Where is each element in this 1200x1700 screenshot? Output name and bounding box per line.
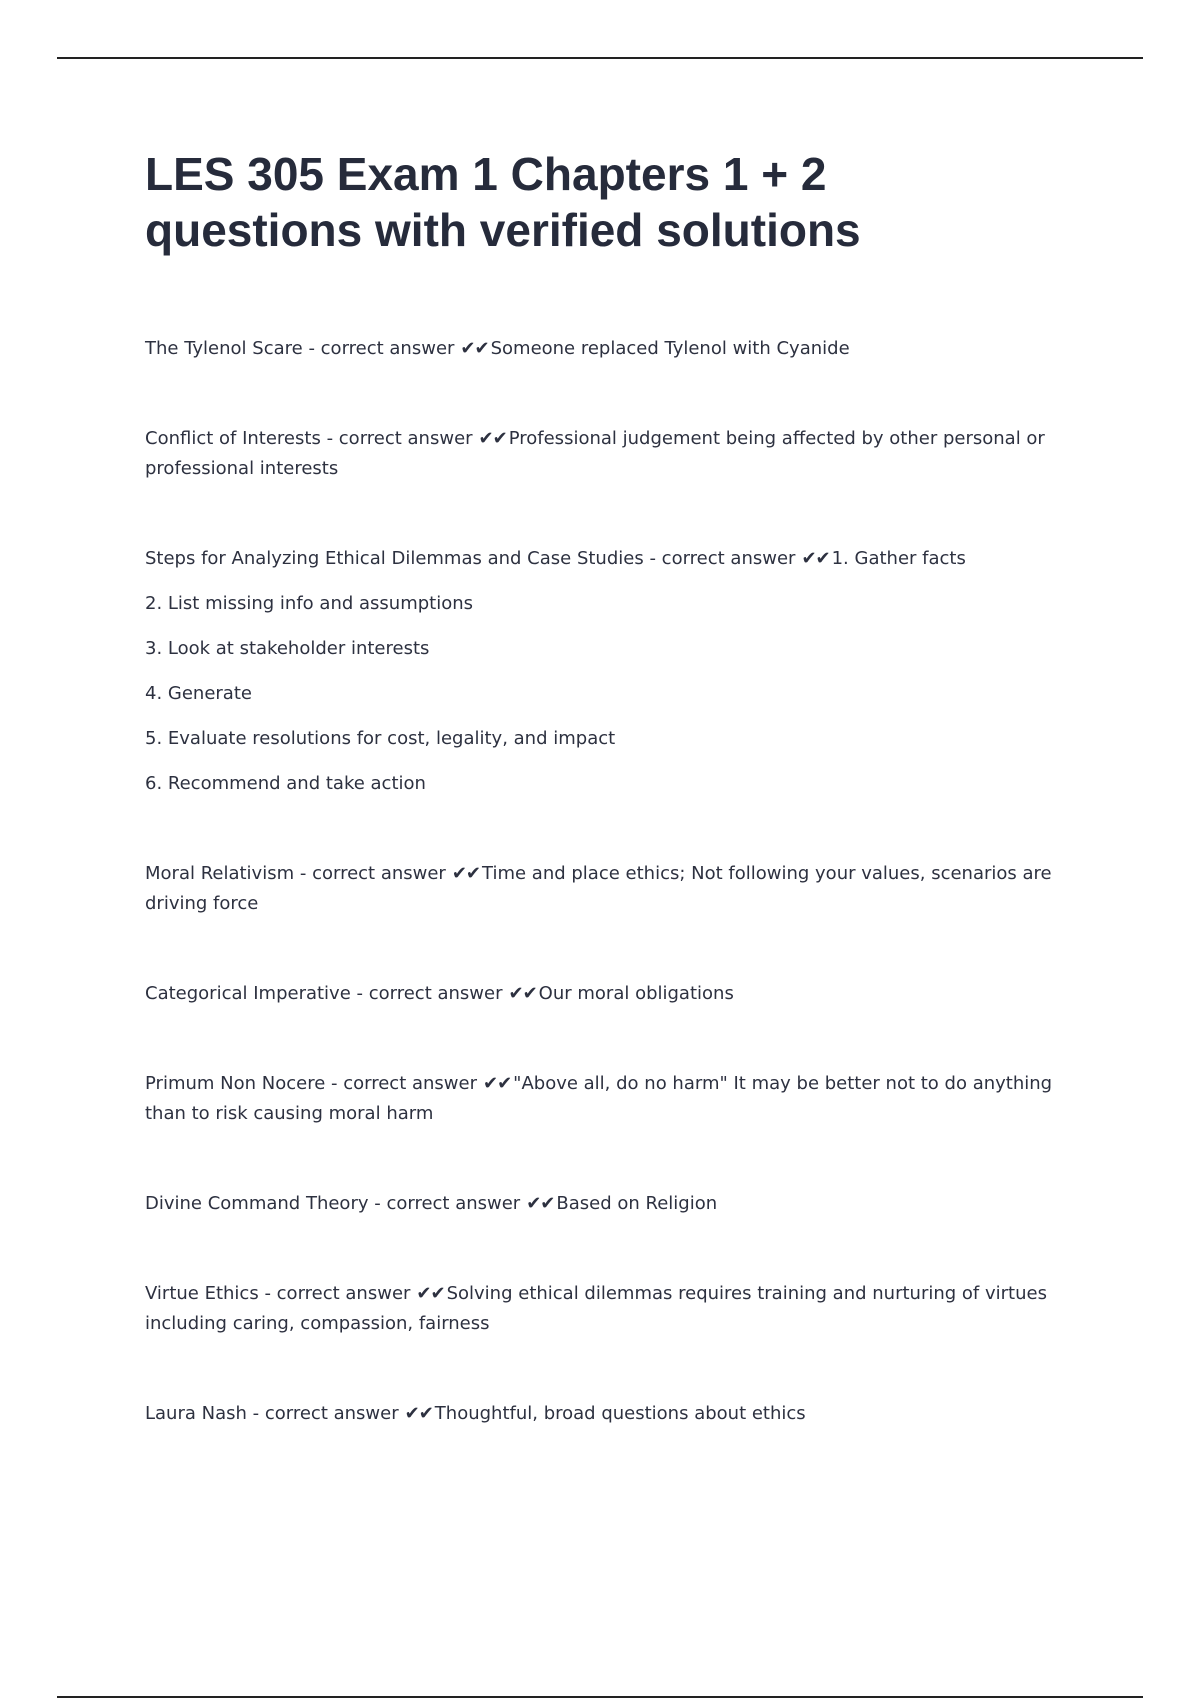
entry-term: Primum Non Nocere — [145, 1073, 326, 1094]
entry-answer: "Above all, do no harm" It may be better not to do anything than to risk causing moral harm — [145, 1073, 1053, 1124]
entry-term: Steps for Analyzing Ethical Dilemmas and Case Studies — [145, 548, 644, 569]
answer-marker: - correct answer — [264, 1283, 411, 1304]
entry-term: The Tylenol Scare — [145, 338, 303, 359]
qa-entry — [145, 1399, 1065, 1429]
page-title — [145, 146, 1095, 258]
step-item: 4. Generate — [145, 683, 252, 704]
qa-entry — [145, 1069, 1065, 1129]
entry-term: Laura Nash — [145, 1403, 247, 1424]
entry-answer: Time and place ethics; Not following your values, scenarios are driving force — [145, 863, 1052, 914]
step-item: 3. Look at stakeholder interests — [145, 638, 430, 659]
entry-term: Conflict of Interests — [145, 428, 321, 449]
top-rule — [57, 57, 1143, 59]
check-icon: ✔✔ — [801, 548, 830, 569]
answer-marker: - correct answer — [374, 1193, 521, 1214]
check-icon: ✔✔ — [416, 1283, 445, 1304]
title-line-2: questions with verified solutions — [145, 204, 861, 256]
check-icon: ✔✔ — [460, 338, 489, 359]
check-icon: ✔✔ — [451, 863, 481, 884]
answer-marker: - correct answer — [649, 548, 796, 569]
entry-term: Virtue Ethics — [145, 1283, 259, 1304]
qa-entry — [145, 1189, 1065, 1219]
entry-answer: 1. Gather facts — [831, 548, 966, 569]
check-icon: ✔✔ — [483, 1073, 512, 1094]
steps-list — [145, 589, 1065, 799]
answer-marker: - correct answer — [331, 1073, 477, 1094]
qa-list — [145, 334, 1065, 1489]
check-icon: ✔✔ — [526, 1193, 555, 1214]
entry-term: Divine Command Theory — [145, 1193, 369, 1214]
answer-marker: - correct answer — [356, 983, 503, 1004]
check-icon: ✔✔ — [404, 1403, 433, 1424]
step-item: 6. Recommend and take action — [145, 773, 426, 794]
entry-answer: Based on Religion — [556, 1193, 718, 1214]
qa-entry — [145, 979, 1065, 1009]
title-line-1: LES 305 Exam 1 Chapters 1 + 2 — [145, 148, 827, 200]
entry-answer: Professional judgement being affected by other personal or professional interests — [145, 428, 1045, 479]
check-icon: ✔✔ — [478, 428, 507, 449]
entry-answer: Someone replaced Tylenol with Cyanide — [490, 338, 850, 359]
bottom-rule — [57, 1696, 1143, 1698]
answer-marker: - correct answer — [299, 863, 446, 884]
answer-marker: - correct answer — [252, 1403, 399, 1424]
qa-entry — [145, 859, 1065, 919]
qa-entry — [145, 334, 1065, 364]
step-item: 5. Evaluate resolutions for cost, legality, and impact — [145, 728, 616, 749]
check-icon: ✔✔ — [508, 983, 537, 1004]
entry-term: Moral Relativism — [145, 863, 295, 884]
entry-answer: Solving ethical dilemmas requires training and nurturing of virtues including caring, compassion, fairness — [145, 1283, 1047, 1334]
entry-answer: Thoughtful, broad questions about ethics — [434, 1403, 806, 1424]
answer-marker: - correct answer — [326, 428, 473, 449]
qa-entry — [145, 544, 1065, 799]
step-item: 2. List missing info and assumptions — [145, 593, 474, 614]
qa-entry — [145, 424, 1065, 484]
qa-entry — [145, 1279, 1065, 1339]
entry-term: Categorical Imperative — [145, 983, 351, 1004]
entry-answer: Our moral obligations — [538, 983, 734, 1004]
answer-marker: - correct answer — [308, 338, 455, 359]
